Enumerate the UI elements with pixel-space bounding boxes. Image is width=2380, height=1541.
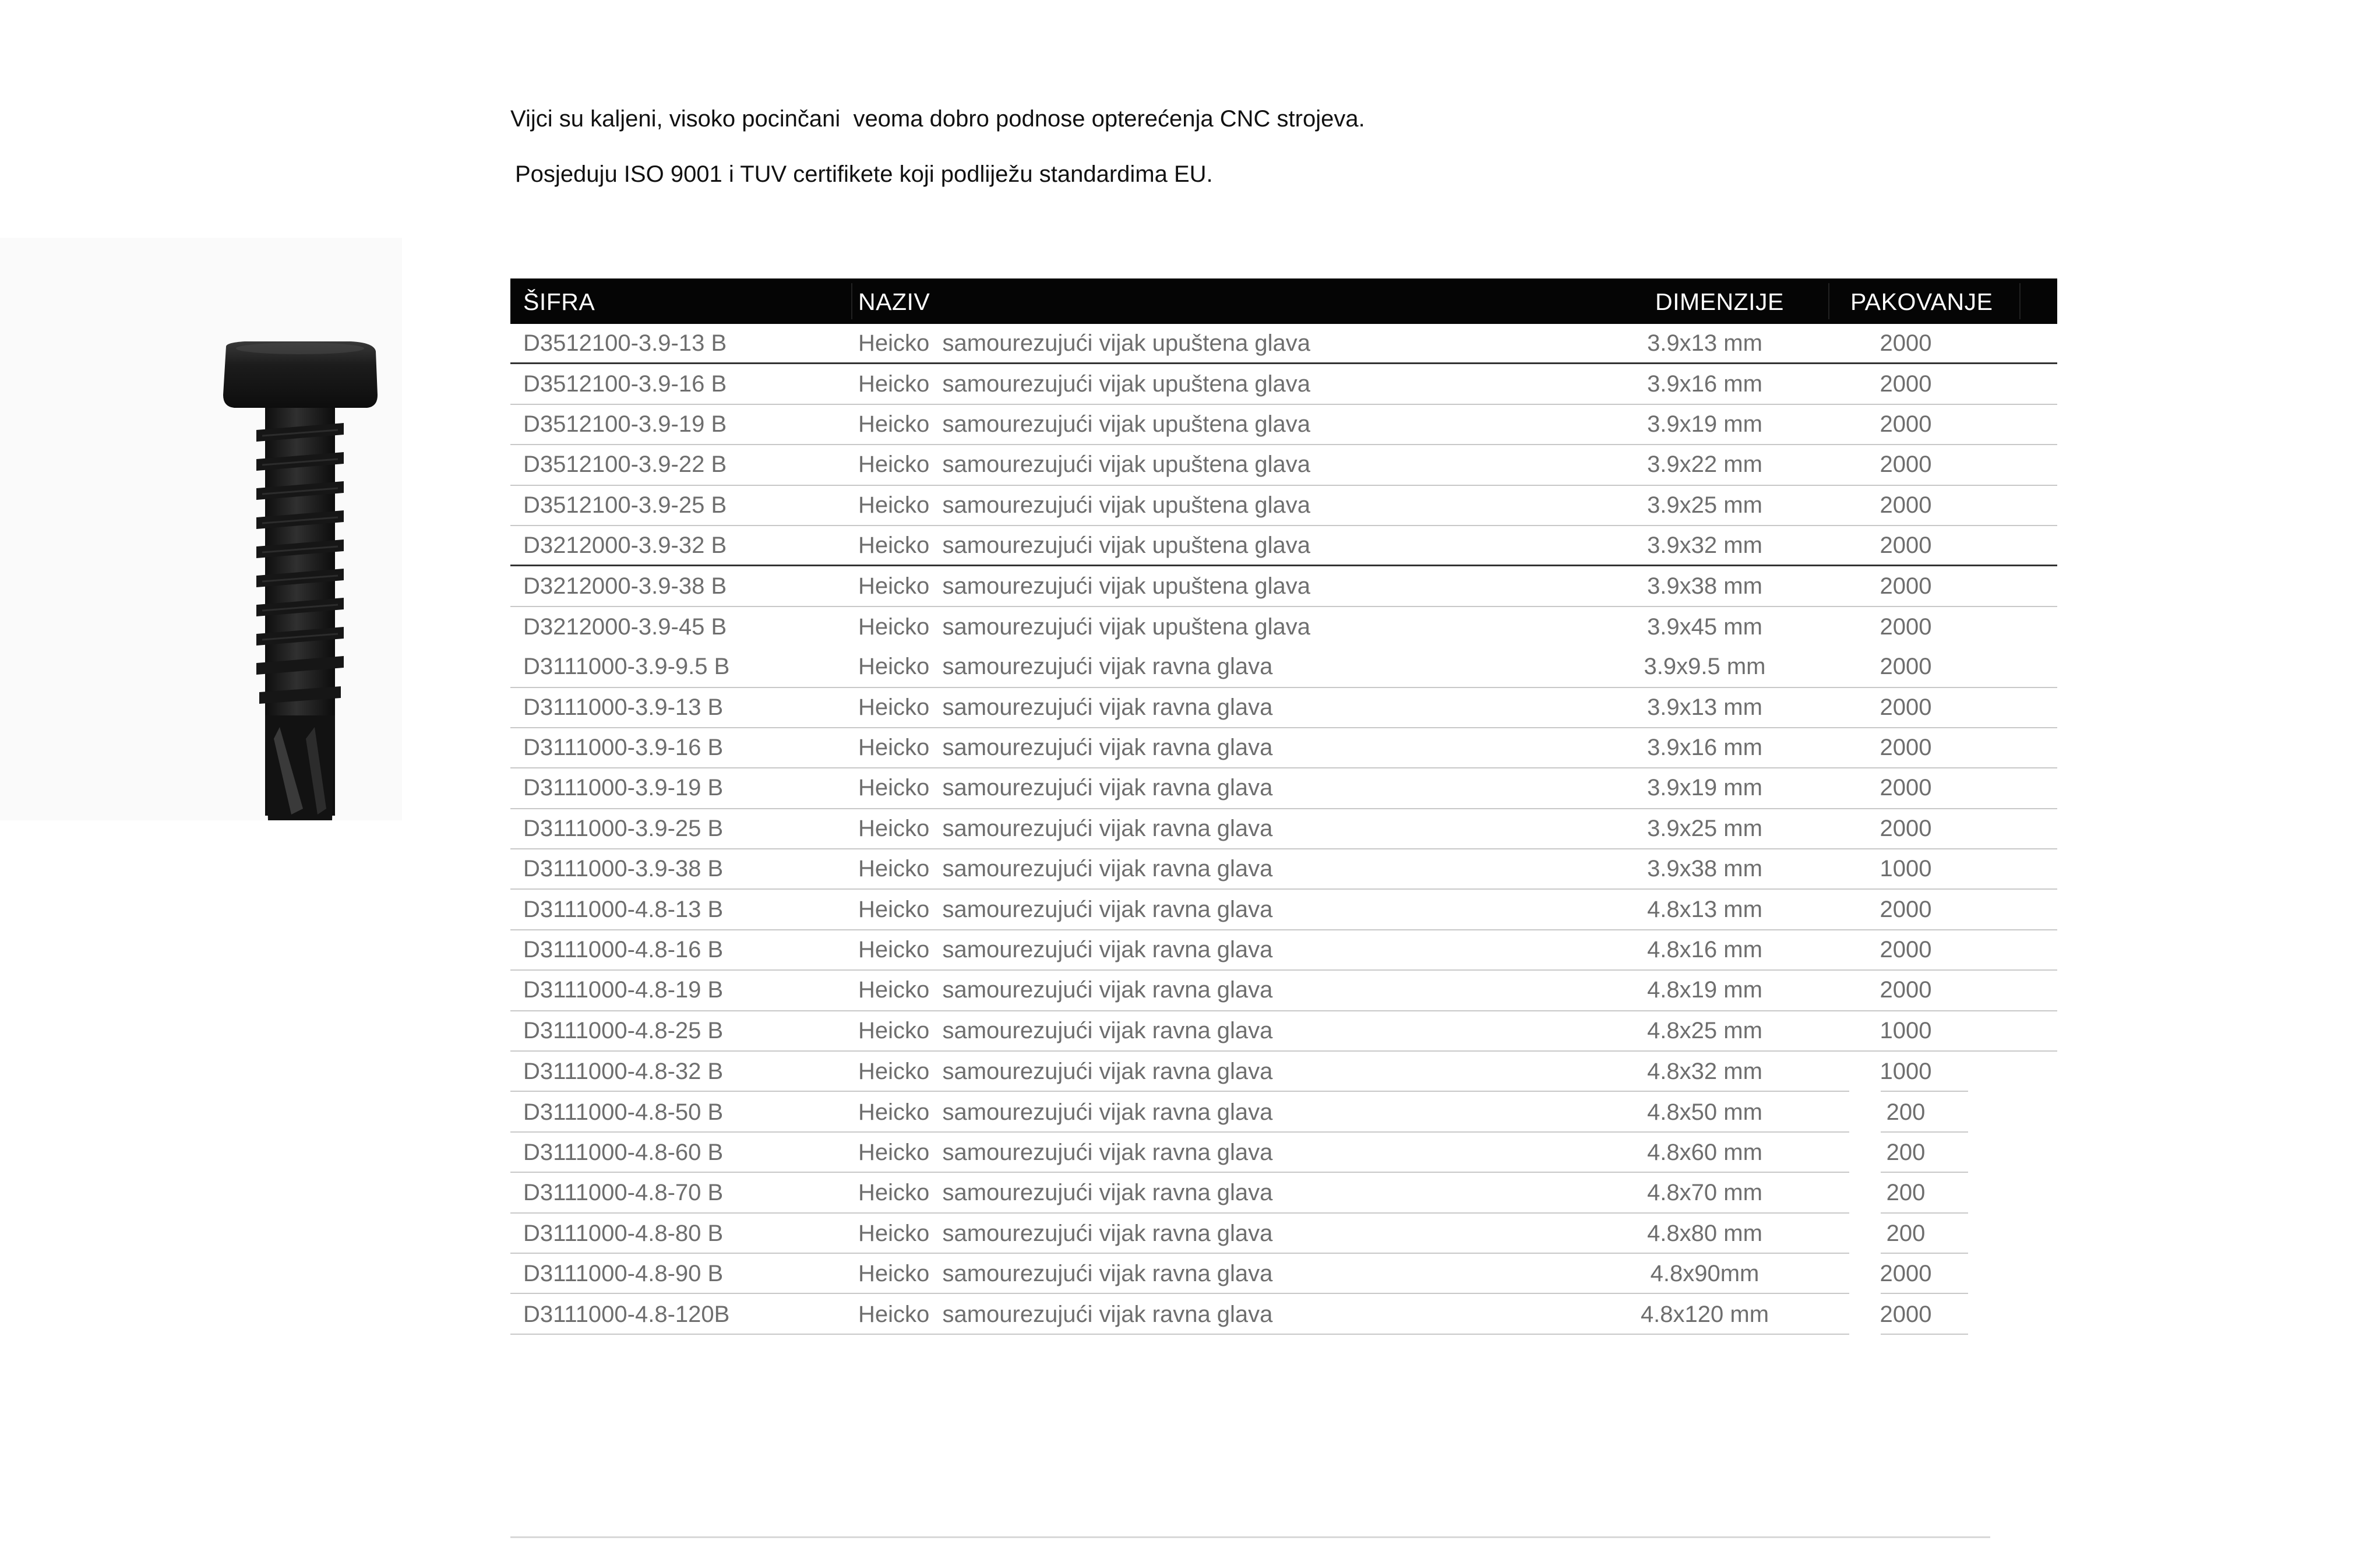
table-row xyxy=(510,1133,2057,1173)
header-name: NAZIV xyxy=(858,288,930,315)
product-name: Heicko samourezujući vijak ravna glava xyxy=(858,1220,1273,1246)
product-code: D3111000-4.8-25 B xyxy=(523,1017,724,1043)
table-row xyxy=(510,324,2057,364)
table-row xyxy=(510,809,2057,849)
product-dimension: 4.8x50 mm xyxy=(1647,1099,1762,1125)
product-dimension: 3.9x22 mm xyxy=(1647,452,1762,478)
product-name: Heicko samourezujući vijak ravna glava xyxy=(858,1180,1273,1206)
product-dimension: 3.9x19 mm xyxy=(1647,411,1762,437)
product-packaging: 2000 xyxy=(1880,735,1932,761)
product-name: Heicko samourezujući vijak ravna glava xyxy=(858,977,1273,1003)
product-packaging: 2000 xyxy=(1880,815,1932,841)
product-packaging: 200 xyxy=(1886,1180,1926,1206)
product-name: Heicko samourezujući vijak ravna glava xyxy=(858,896,1273,922)
product-packaging: 2000 xyxy=(1880,492,1932,518)
header-divider xyxy=(851,283,852,319)
intro-text-line-2: Posjeduju ISO 9001 i TUV certifikete koji podliježu standardima EU. xyxy=(515,161,1213,187)
table-header xyxy=(510,278,2057,324)
product-name: Heicko samourezujući vijak upuštena glava xyxy=(858,452,1310,478)
product-packaging: 1000 xyxy=(1880,856,1932,882)
product-image xyxy=(0,238,402,820)
product-table xyxy=(510,278,2057,1335)
product-packaging: 200 xyxy=(1886,1220,1926,1246)
product-packaging: 1000 xyxy=(1880,1017,1932,1043)
product-name: Heicko samourezujući vijak ravna glava xyxy=(858,856,1273,882)
table-row xyxy=(510,566,2057,606)
product-packaging: 2000 xyxy=(1880,937,1932,963)
header-divider xyxy=(1828,283,1829,319)
product-packaging: 2000 xyxy=(1880,452,1932,478)
footer-divider xyxy=(510,1536,1990,1538)
product-code: D3111000-3.9-16 B xyxy=(523,735,724,761)
product-name: Heicko samourezujući vijak ravna glava xyxy=(858,1301,1273,1327)
product-code: D3111000-4.8-19 B xyxy=(523,977,724,1003)
product-dimension: 3.9x25 mm xyxy=(1647,815,1762,841)
product-dimension: 4.8x13 mm xyxy=(1647,896,1762,922)
table-row xyxy=(510,1254,2057,1294)
table-row xyxy=(510,768,2057,809)
product-code: D3111000-4.8-80 B xyxy=(523,1220,724,1246)
product-name: Heicko samourezujući vijak ravna glava xyxy=(858,775,1273,801)
product-name: Heicko samourezujući vijak ravna glava xyxy=(858,654,1273,680)
table-row xyxy=(510,728,2057,768)
product-dimension: 3.9x32 mm xyxy=(1647,532,1762,558)
product-dimension: 3.9x16 mm xyxy=(1647,371,1762,397)
product-name: Heicko samourezujući vijak ravna glava xyxy=(858,1099,1273,1125)
product-packaging: 2000 xyxy=(1880,573,1932,599)
product-name: Heicko samourezujući vijak upuštena glava xyxy=(858,492,1310,518)
product-packaging: 200 xyxy=(1886,1099,1926,1125)
product-code: D3111000-3.9-38 B xyxy=(523,856,724,882)
product-packaging: 2000 xyxy=(1880,896,1932,922)
product-packaging: 200 xyxy=(1886,1140,1926,1165)
table-body xyxy=(510,324,2057,1335)
intro-text-line-1: Vijci su kaljeni, visoko pocinčani veoma dobro podnose opterećenja CNC strojeva. xyxy=(510,106,1365,132)
product-code: D3111000-3.9-9.5 B xyxy=(523,654,730,680)
product-packaging: 2000 xyxy=(1880,371,1932,397)
product-dimension: 3.9x13 mm xyxy=(1647,694,1762,720)
table-row xyxy=(510,1011,2057,1052)
table-row xyxy=(510,1173,2057,1213)
header-dimension: DIMENZIJE xyxy=(1655,288,1784,315)
product-name: Heicko samourezujući vijak upuštena glava xyxy=(858,573,1310,599)
product-name: Heicko samourezujući vijak ravna glava xyxy=(858,694,1273,720)
table-row xyxy=(510,526,2057,566)
table-row xyxy=(510,890,2057,930)
product-name: Heicko samourezujući vijak upuštena glava xyxy=(858,371,1310,397)
product-code: D3512100-3.9-16 B xyxy=(523,371,727,397)
product-code: D3111000-3.9-13 B xyxy=(523,694,724,720)
product-code: D3512100-3.9-19 B xyxy=(523,411,727,437)
table-row xyxy=(510,607,2057,647)
product-dimension: 3.9x9.5 mm xyxy=(1644,654,1766,680)
product-packaging: 2000 xyxy=(1880,654,1932,680)
table-row xyxy=(510,486,2057,526)
product-code: D3111000-3.9-25 B xyxy=(523,815,724,841)
product-name: Heicko samourezujući vijak ravna glava xyxy=(858,937,1273,963)
table-row xyxy=(510,647,2057,687)
product-name: Heicko samourezujući vijak ravna glava xyxy=(858,815,1273,841)
product-dimension: 4.8x120 mm xyxy=(1640,1301,1769,1327)
product-name: Heicko samourezujući vijak ravna glava xyxy=(858,1261,1273,1287)
product-packaging: 2000 xyxy=(1880,532,1932,558)
black-self-drilling-screw-icon xyxy=(0,238,402,820)
product-packaging: 2000 xyxy=(1880,694,1932,720)
product-dimension: 3.9x38 mm xyxy=(1647,573,1762,599)
header-code: ŠIFRA xyxy=(523,288,595,315)
product-code: D3111000-4.8-13 B xyxy=(523,896,724,922)
table-row xyxy=(510,1092,2057,1132)
product-dimension: 4.8x32 mm xyxy=(1647,1059,1762,1085)
product-dimension: 3.9x45 mm xyxy=(1647,613,1762,640)
table-row xyxy=(510,971,2057,1011)
product-dimension: 4.8x19 mm xyxy=(1647,977,1762,1003)
product-dimension: 3.9x19 mm xyxy=(1647,775,1762,801)
product-name: Heicko samourezujući vijak upuštena glava xyxy=(858,532,1310,558)
product-code: D3111000-4.8-32 B xyxy=(523,1059,724,1085)
product-name: Heicko samourezujući vijak upuštena glava xyxy=(858,411,1310,437)
product-packaging: 2000 xyxy=(1880,977,1932,1003)
product-code: D3212000-3.9-45 B xyxy=(523,613,727,640)
product-code: D3111000-4.8-70 B xyxy=(523,1180,724,1206)
product-name: Heicko samourezujući vijak ravna glava xyxy=(858,1017,1273,1043)
product-name: Heicko samourezujući vijak ravna glava xyxy=(858,1059,1273,1085)
product-code: D3111000-4.8-60 B xyxy=(523,1140,724,1165)
header-packaging: PAKOVANJE xyxy=(1850,288,1993,315)
product-dimension: 4.8x80 mm xyxy=(1647,1220,1762,1246)
product-dimension: 4.8x70 mm xyxy=(1647,1180,1762,1206)
product-dimension: 3.9x16 mm xyxy=(1647,735,1762,761)
product-name: Heicko samourezujući vijak ravna glava xyxy=(858,735,1273,761)
product-code: D3111000-4.8-16 B xyxy=(523,937,724,963)
product-packaging: 2000 xyxy=(1880,613,1932,640)
product-name: Heicko samourezujući vijak upuštena glava xyxy=(858,613,1310,640)
table-row xyxy=(510,849,2057,890)
product-code: D3111000-3.9-19 B xyxy=(523,775,724,801)
product-name: Heicko samourezujući vijak ravna glava xyxy=(858,1140,1273,1165)
header-divider xyxy=(2019,283,2021,319)
product-dimension: 3.9x25 mm xyxy=(1647,492,1762,518)
product-code: D3111000-4.8-50 B xyxy=(523,1099,724,1125)
product-packaging: 2000 xyxy=(1880,411,1932,437)
product-code: D3111000-4.8-120B xyxy=(523,1301,730,1327)
product-dimension: 4.8x90mm xyxy=(1650,1261,1760,1287)
product-code: D3512100-3.9-25 B xyxy=(523,492,727,518)
product-name: Heicko samourezujući vijak upuštena glava xyxy=(858,330,1310,356)
product-packaging: 1000 xyxy=(1880,1059,1932,1085)
product-packaging: 2000 xyxy=(1880,775,1932,801)
table-row xyxy=(510,1214,2057,1254)
product-dimension: 3.9x13 mm xyxy=(1647,330,1762,356)
product-dimension: 4.8x60 mm xyxy=(1647,1140,1762,1165)
product-dimension: 4.8x25 mm xyxy=(1647,1017,1762,1043)
table-row xyxy=(510,445,2057,485)
product-code: D3111000-4.8-90 B xyxy=(523,1261,724,1287)
product-code: D3212000-3.9-32 B xyxy=(523,532,727,558)
table-row xyxy=(510,364,2057,404)
table-row xyxy=(510,688,2057,728)
product-packaging: 2000 xyxy=(1880,330,1932,356)
product-dimension: 3.9x38 mm xyxy=(1647,856,1762,882)
table-row xyxy=(510,1052,2057,1092)
product-packaging: 2000 xyxy=(1880,1261,1932,1287)
table-row xyxy=(510,1294,2057,1334)
product-packaging: 2000 xyxy=(1880,1301,1932,1327)
product-code: D3512100-3.9-13 B xyxy=(523,330,727,356)
product-dimension: 4.8x16 mm xyxy=(1647,937,1762,963)
table-row xyxy=(510,405,2057,445)
product-code: D3212000-3.9-38 B xyxy=(523,573,727,599)
product-code: D3512100-3.9-22 B xyxy=(523,452,727,478)
table-row xyxy=(510,930,2057,971)
